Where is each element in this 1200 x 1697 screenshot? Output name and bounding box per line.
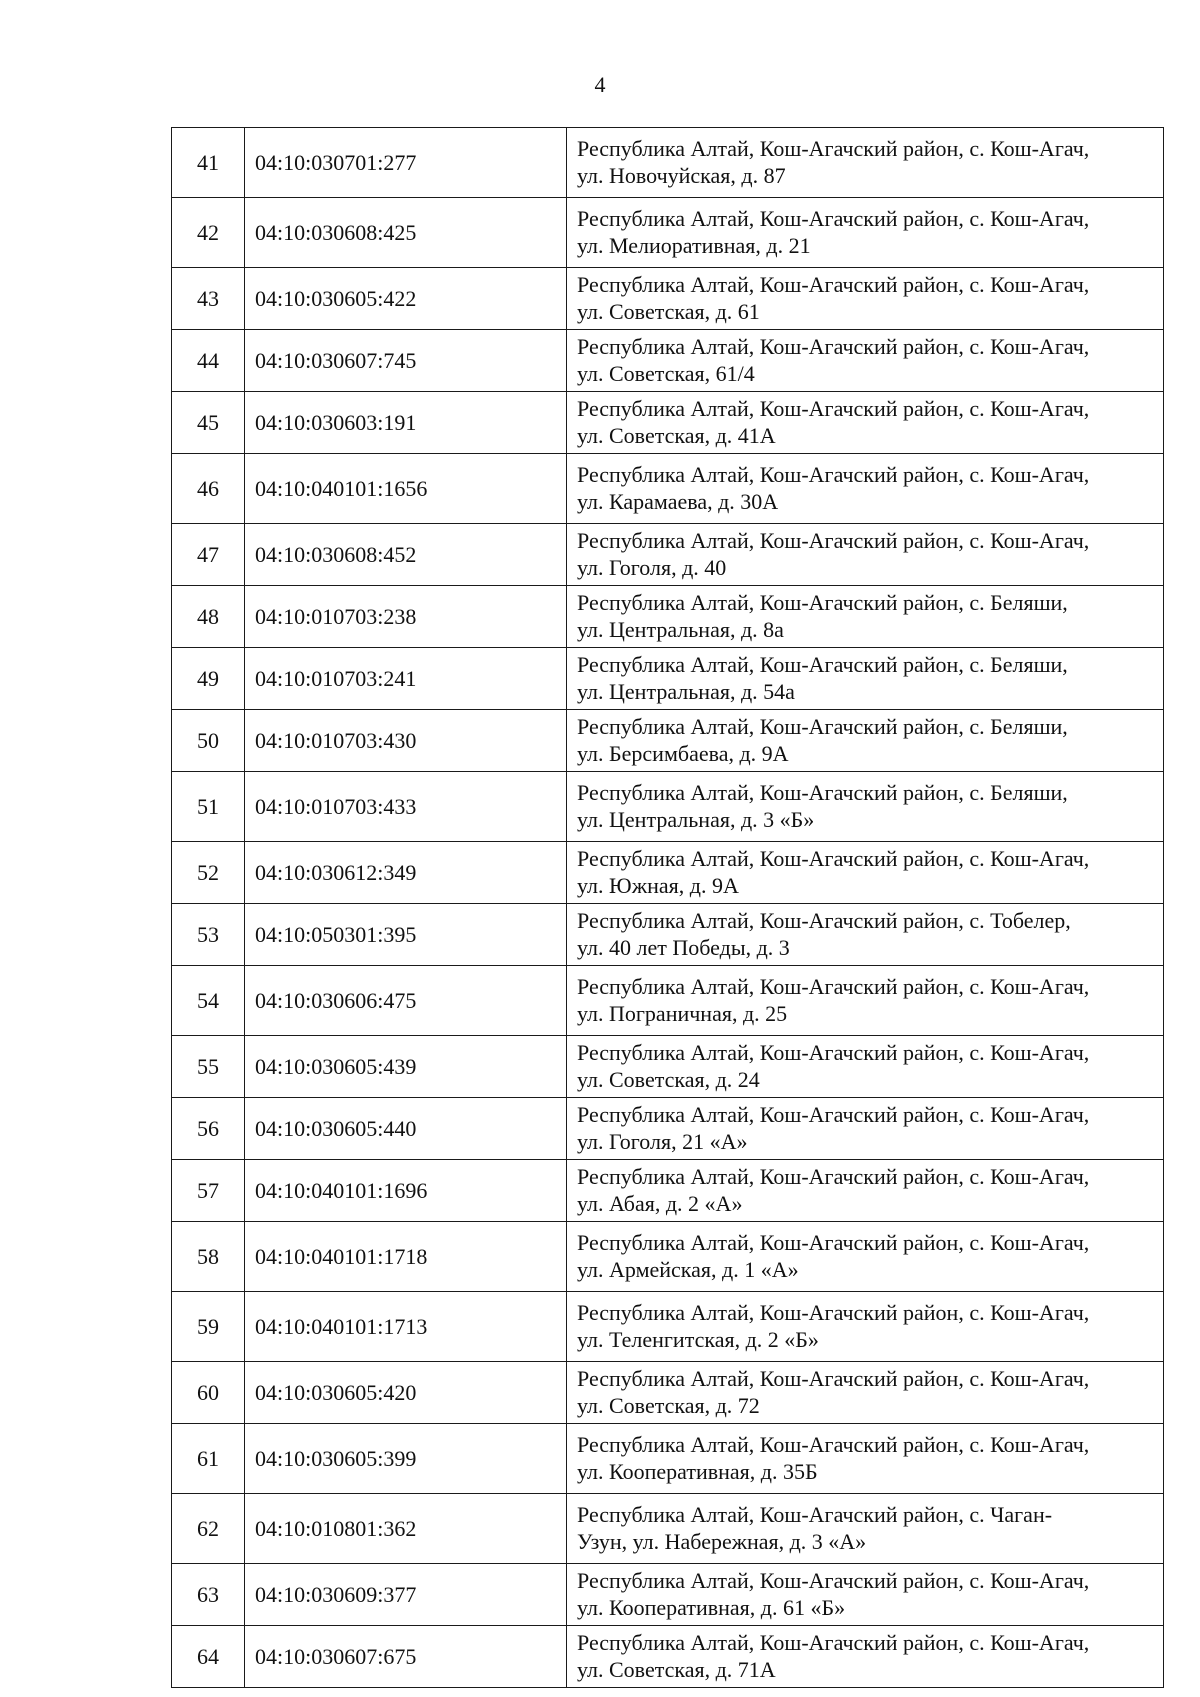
address-cell	[567, 268, 1164, 330]
address-line-2: ул. Карамаева, д. 30А	[577, 489, 779, 514]
cadastral-number: 04:10:030605:422	[245, 268, 567, 330]
cadastral-number: 04:10:030605:420	[245, 1362, 567, 1424]
cadastral-number: 04:10:030603:191	[245, 392, 567, 454]
address-line-1: Республика Алтай, Кош-Агачский район, с. Кош-Агач,	[577, 1230, 1090, 1255]
cadastral-number: 04:10:010703:241	[245, 648, 567, 710]
address-line-2: ул. Южная, д. 9А	[577, 873, 739, 898]
address-line-2: ул. Советская, д. 61	[577, 299, 760, 324]
address-cell	[567, 648, 1164, 710]
cadastral-number: 04:10:040101:1713	[245, 1292, 567, 1362]
address-cell	[567, 710, 1164, 772]
address-line-2: ул. Советская, д. 72	[577, 1393, 760, 1418]
table-row	[172, 710, 1164, 772]
address-line-1: Республика Алтай, Кош-Агачский район, с. Кош-Агач,	[577, 334, 1090, 359]
address-line-1: Республика Алтай, Кош-Агачский район, с. Кош-Агач,	[577, 1432, 1090, 1457]
address-line-2: ул. Советская, д. 71А	[577, 1657, 776, 1682]
row-number: 43	[172, 268, 245, 330]
cadastral-number: 04:10:010703:430	[245, 710, 567, 772]
table-row	[172, 1424, 1164, 1494]
address-cell	[567, 966, 1164, 1036]
address-cell	[567, 1362, 1164, 1424]
address-line-1: Республика Алтай, Кош-Агачский район, с. Чаган-	[577, 1502, 1053, 1527]
table-row	[172, 198, 1164, 268]
page-number: 4	[594, 72, 606, 97]
table-row	[172, 1494, 1164, 1564]
address-line-2: ул. Кооперативная, д. 61 «Б»	[577, 1595, 846, 1620]
table-row	[172, 1292, 1164, 1362]
row-number: 54	[172, 966, 245, 1036]
address-line-2: ул. Пограничная, д. 25	[577, 1001, 788, 1026]
address-line-1: Республика Алтай, Кош-Агачский район, с. Кош-Агач,	[577, 1568, 1090, 1593]
address-line-1: Республика Алтай, Кош-Агачский район, с. Кош-Агач,	[577, 462, 1090, 487]
table-row	[172, 1626, 1164, 1688]
table-row	[172, 524, 1164, 586]
cadastral-number: 04:10:030606:475	[245, 966, 567, 1036]
row-number: 47	[172, 524, 245, 586]
address-line-1: Республика Алтай, Кош-Агачский район, с. Беляши,	[577, 780, 1068, 805]
table-row	[172, 268, 1164, 330]
address-line-2: ул. Центральная, д. 3 «Б»	[577, 807, 815, 832]
address-line-1: Республика Алтай, Кош-Агачский район, с. Кош-Агач,	[577, 846, 1090, 871]
row-number: 45	[172, 392, 245, 454]
table-row	[172, 1036, 1164, 1098]
row-number: 51	[172, 772, 245, 842]
row-number: 52	[172, 842, 245, 904]
table-row	[172, 904, 1164, 966]
address-line-1: Республика Алтай, Кош-Агачский район, с. Кош-Агач,	[577, 1102, 1090, 1127]
address-line-1: Республика Алтай, Кош-Агачский район, с. Кош-Агач,	[577, 1366, 1090, 1391]
address-line-1: Республика Алтай, Кош-Агачский район, с. Беляши,	[577, 590, 1068, 615]
address-cell	[567, 1564, 1164, 1626]
row-number: 64	[172, 1626, 245, 1688]
cadastral-number: 04:10:030608:452	[245, 524, 567, 586]
address-line-2: ул. Советская, д. 41А	[577, 423, 776, 448]
table-row	[172, 772, 1164, 842]
row-number: 62	[172, 1494, 245, 1564]
table-row	[172, 966, 1164, 1036]
cadastral-number: 04:10:030612:349	[245, 842, 567, 904]
table-row	[172, 392, 1164, 454]
address-line-1: Республика Алтай, Кош-Агачский район, с. Кош-Агач,	[577, 396, 1090, 421]
cadastral-number: 04:10:050301:395	[245, 904, 567, 966]
row-number: 50	[172, 710, 245, 772]
address-cell	[567, 198, 1164, 268]
cadastral-number: 04:10:010703:238	[245, 586, 567, 648]
table-row	[172, 1362, 1164, 1424]
row-number: 63	[172, 1564, 245, 1626]
address-cell	[567, 392, 1164, 454]
address-line-2: ул. Берсимбаева, д. 9А	[577, 741, 789, 766]
address-cell	[567, 904, 1164, 966]
address-cell	[567, 454, 1164, 524]
address-line-1: Республика Алтай, Кош-Агачский район, с. Кош-Агач,	[577, 528, 1090, 553]
row-number: 57	[172, 1160, 245, 1222]
row-number: 46	[172, 454, 245, 524]
row-number: 55	[172, 1036, 245, 1098]
cadastral-number: 04:10:030701:277	[245, 128, 567, 198]
cadastral-number: 04:10:030607:675	[245, 1626, 567, 1688]
address-cell	[567, 330, 1164, 392]
address-line-2: Узун, ул. Набережная, д. 3 «А»	[577, 1529, 867, 1554]
address-line-2: ул. Новочуйская, д. 87	[577, 163, 786, 188]
address-cell	[567, 842, 1164, 904]
address-line-1: Республика Алтай, Кош-Агачский район, с. Кош-Агач,	[577, 206, 1090, 231]
address-line-1: Республика Алтай, Кош-Агачский район, с. Беляши,	[577, 714, 1068, 739]
row-number: 59	[172, 1292, 245, 1362]
cadastral-number: 04:10:030609:377	[245, 1564, 567, 1626]
address-line-2: ул. Теленгитская, д. 2 «Б»	[577, 1327, 819, 1352]
address-line-2: ул. Советская, д. 24	[577, 1067, 760, 1092]
table-row	[172, 454, 1164, 524]
table-body	[172, 128, 1164, 1688]
address-cell	[567, 1424, 1164, 1494]
row-number: 53	[172, 904, 245, 966]
address-line-2: ул. Гоголя, д. 40	[577, 555, 727, 580]
address-line-2: ул. Центральная, д. 54а	[577, 679, 795, 704]
row-number: 61	[172, 1424, 245, 1494]
address-line-2: ул. 40 лет Победы, д. 3	[577, 935, 790, 960]
table-row	[172, 1160, 1164, 1222]
address-cell	[567, 586, 1164, 648]
row-number: 48	[172, 586, 245, 648]
table-row	[172, 842, 1164, 904]
row-number: 49	[172, 648, 245, 710]
cadastral-number: 04:10:010703:433	[245, 772, 567, 842]
table-row	[172, 586, 1164, 648]
table-row	[172, 128, 1164, 198]
table-row	[172, 330, 1164, 392]
address-line-2: ул. Армейская, д. 1 «А»	[577, 1257, 799, 1282]
address-line-1: Республика Алтай, Кош-Агачский район, с. Кош-Агач,	[577, 1040, 1090, 1065]
cadastral-number: 04:10:030605:440	[245, 1098, 567, 1160]
cadastral-number: 04:10:040101:1718	[245, 1222, 567, 1292]
address-line-1: Республика Алтай, Кош-Агачский район, с. Беляши,	[577, 652, 1068, 677]
land-plot-table	[171, 127, 1164, 1688]
address-cell	[567, 1222, 1164, 1292]
address-line-1: Республика Алтай, Кош-Агачский район, с. Кош-Агач,	[577, 974, 1090, 999]
address-cell	[567, 128, 1164, 198]
cadastral-number: 04:10:040101:1656	[245, 454, 567, 524]
row-number: 41	[172, 128, 245, 198]
address-line-1: Республика Алтай, Кош-Агачский район, с. Кош-Агач,	[577, 272, 1090, 297]
cadastral-number: 04:10:040101:1696	[245, 1160, 567, 1222]
cadastral-number: 04:10:030605:439	[245, 1036, 567, 1098]
address-cell	[567, 772, 1164, 842]
address-line-1: Республика Алтай, Кош-Агачский район, с. Кош-Агач,	[577, 1164, 1090, 1189]
address-line-2: ул. Мелиоративная, д. 21	[577, 233, 811, 258]
table-row	[172, 648, 1164, 710]
address-line-2: ул. Гоголя, 21 «А»	[577, 1129, 748, 1154]
address-line-2: ул. Абая, д. 2 «А»	[577, 1191, 743, 1216]
address-cell	[567, 1160, 1164, 1222]
table-row	[172, 1222, 1164, 1292]
cadastral-number: 04:10:010801:362	[245, 1494, 567, 1564]
address-cell	[567, 524, 1164, 586]
cadastral-number: 04:10:030607:745	[245, 330, 567, 392]
address-cell	[567, 1036, 1164, 1098]
row-number: 60	[172, 1362, 245, 1424]
row-number: 44	[172, 330, 245, 392]
table-row	[172, 1564, 1164, 1626]
address-line-1: Республика Алтай, Кош-Агачский район, с. Кош-Агач,	[577, 1300, 1090, 1325]
address-cell	[567, 1494, 1164, 1564]
address-cell	[567, 1292, 1164, 1362]
cadastral-number: 04:10:030605:399	[245, 1424, 567, 1494]
row-number: 42	[172, 198, 245, 268]
row-number: 56	[172, 1098, 245, 1160]
address-line-2: ул. Кооперативная, д. 35Б	[577, 1459, 818, 1484]
address-cell	[567, 1098, 1164, 1160]
address-line-1: Республика Алтай, Кош-Агачский район, с. Кош-Агач,	[577, 1630, 1090, 1655]
address-line-1: Республика Алтай, Кош-Агачский район, с. Кош-Агач,	[577, 136, 1090, 161]
cadastral-number: 04:10:030608:425	[245, 198, 567, 268]
address-line-2: ул. Советская, 61/4	[577, 361, 755, 386]
address-line-1: Республика Алтай, Кош-Агачский район, с. Тобелер,	[577, 908, 1071, 933]
row-number: 58	[172, 1222, 245, 1292]
address-line-2: ул. Центральная, д. 8а	[577, 617, 784, 642]
table-row	[172, 1098, 1164, 1160]
address-cell	[567, 1626, 1164, 1688]
